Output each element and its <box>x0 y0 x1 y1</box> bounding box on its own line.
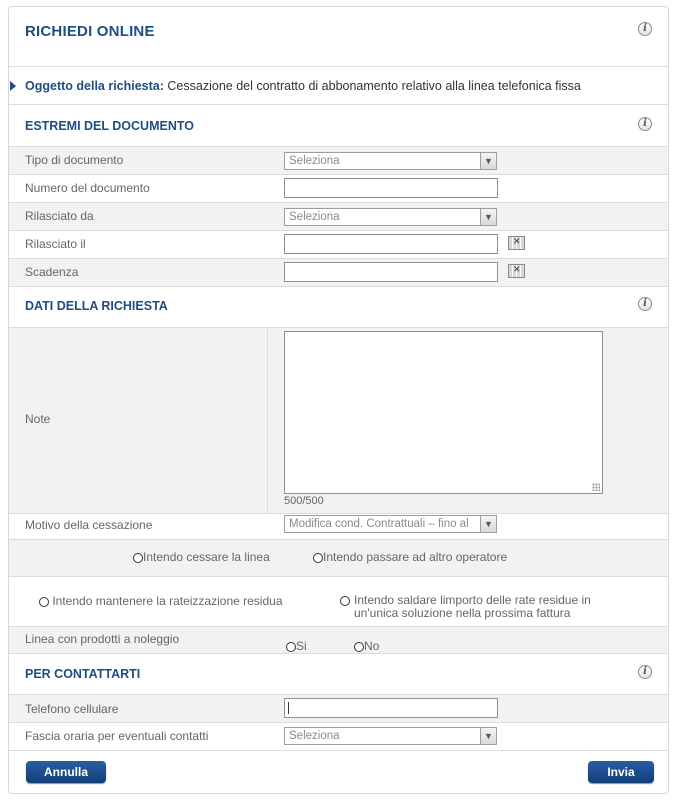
noleggio-label: Linea con prodotti a noleggio <box>25 632 180 646</box>
tipo-documento-select[interactable]: Seleziona ▼ <box>284 152 497 170</box>
chevron-down-icon: ▼ <box>480 728 496 744</box>
divider <box>9 230 668 231</box>
divider <box>9 576 668 577</box>
radio-button[interactable] <box>133 553 143 563</box>
calendar-icon[interactable] <box>508 264 525 278</box>
telefono-label: Telefono cellulare <box>25 702 119 716</box>
divider <box>9 750 668 751</box>
text-cursor <box>288 702 289 714</box>
column-divider <box>267 328 268 513</box>
rilasciato-da-select[interactable]: Seleziona ▼ <box>284 208 497 226</box>
calendar-icon[interactable] <box>508 236 525 250</box>
scadenza-input[interactable] <box>284 262 498 282</box>
numero-documento-label: Numero del documento <box>25 181 150 195</box>
request-form-panel <box>8 6 669 794</box>
note-textarea[interactable] <box>284 331 603 494</box>
divider <box>9 174 668 175</box>
info-icon[interactable]: i <box>638 117 652 131</box>
divider <box>9 66 668 67</box>
divider <box>9 653 668 654</box>
radio-cessare-linea[interactable]: Intendo cessare la linea <box>133 550 270 564</box>
section-title-documento: ESTREMI DEL DOCUMENTO <box>25 119 194 133</box>
motivo-label: Motivo della cessazione <box>25 518 153 532</box>
radio-button[interactable] <box>313 553 323 563</box>
divider <box>9 104 668 105</box>
rilasciato-da-label: Rilasciato da <box>25 209 94 223</box>
radio-button[interactable] <box>286 642 296 652</box>
radio-button[interactable] <box>354 642 364 652</box>
radio-no[interactable]: No <box>354 639 379 653</box>
divider <box>9 286 668 287</box>
radio-button[interactable] <box>340 596 350 606</box>
chevron-down-icon: ▼ <box>480 209 496 225</box>
divider <box>9 513 668 514</box>
fascia-oraria-select[interactable]: Seleziona ▼ <box>284 727 497 745</box>
radio-saldare-importo[interactable]: Intendo saldare limporto delle rate residue in un'unica soluzione nella prossima fattura <box>340 594 591 620</box>
bullet-arrow-icon <box>10 81 16 91</box>
radio-passare-operatore[interactable]: Intendo passare ad altro operatore <box>313 550 507 564</box>
rilasciato-il-label: Rilasciato il <box>25 237 86 251</box>
radio-button[interactable] <box>39 597 49 607</box>
annulla-button[interactable]: Annulla <box>26 761 106 783</box>
subject-line <box>25 79 581 93</box>
subject-label: Oggetto della richiesta: <box>25 79 164 93</box>
scadenza-label: Scadenza <box>25 265 79 279</box>
section-title-richiesta: DATI DELLA RICHIESTA <box>25 299 168 313</box>
tipo-documento-label: Tipo di documento <box>25 153 124 167</box>
section-title-contatti: PER CONTATTARTI <box>25 667 141 681</box>
rilasciato-il-input[interactable] <box>284 234 498 254</box>
divider <box>9 722 668 723</box>
radio-si[interactable]: Si <box>286 639 307 653</box>
page-title: RICHIEDI ONLINE <box>25 23 155 40</box>
info-icon[interactable]: i <box>638 22 652 36</box>
note-counter: 500/500 <box>284 495 324 507</box>
note-label: Note <box>25 412 51 426</box>
motivo-select[interactable]: Modifica cond. Contrattuali – fino al ▼ <box>284 515 497 533</box>
chevron-down-icon: ▼ <box>480 516 496 532</box>
fascia-oraria-label: Fascia oraria per eventuali contatti <box>25 729 209 743</box>
chevron-down-icon: ▼ <box>480 153 496 169</box>
invia-button[interactable]: Invia <box>588 761 654 783</box>
info-icon[interactable]: i <box>638 297 652 311</box>
subject-value: Cessazione del contratto di abbonamento relativo alla linea telefonica fissa <box>167 79 581 93</box>
resize-grip-icon[interactable] <box>592 483 600 491</box>
numero-documento-input[interactable] <box>284 178 498 198</box>
radio-mantenere-rateizzazione[interactable]: Intendo mantenere la rateizzazione residua <box>39 594 283 608</box>
info-icon[interactable]: i <box>638 665 652 679</box>
telefono-input[interactable] <box>284 698 498 718</box>
